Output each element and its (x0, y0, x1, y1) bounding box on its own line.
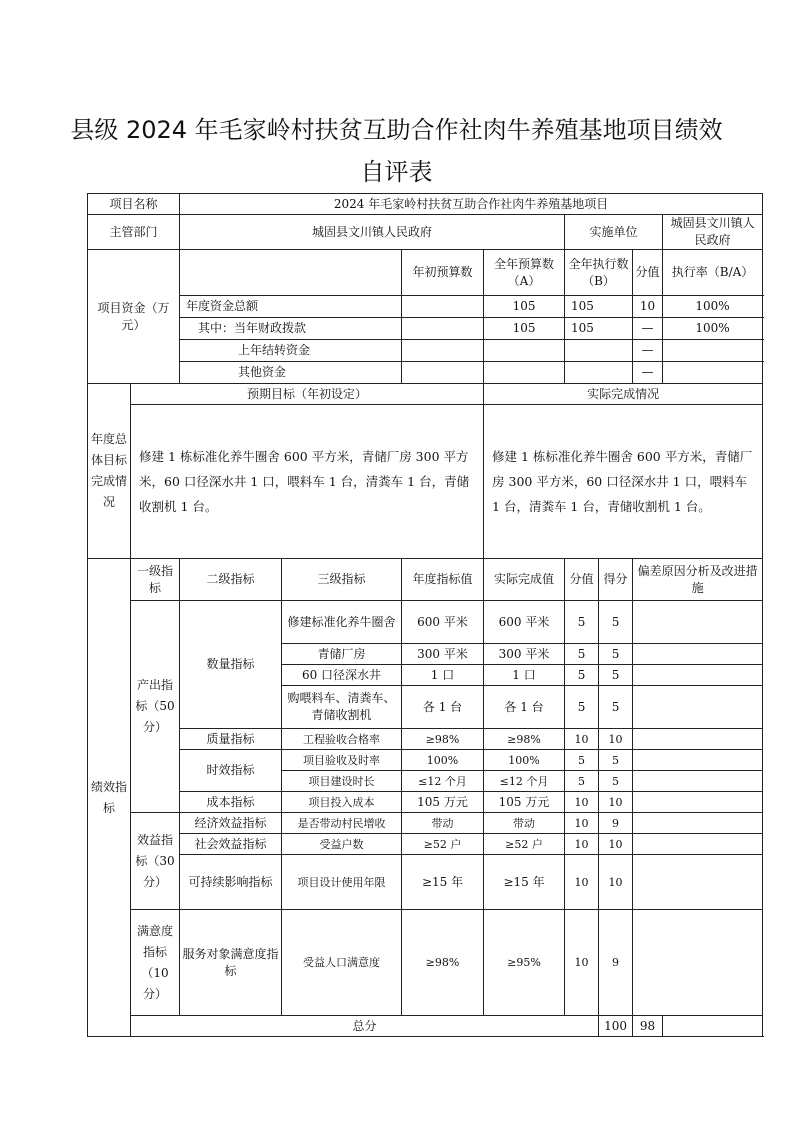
performance-row (88, 750, 763, 771)
indicator-actual: ≥95% (484, 910, 565, 1016)
indicator-score: 5 (599, 601, 633, 644)
perf-header-level2: 二级指标 (180, 559, 282, 601)
indicator-weight: 10 (565, 813, 599, 834)
indicator-name: 受益人口满意度 (282, 910, 402, 1016)
indicator-deviation (633, 792, 763, 813)
perf-header-target: 年度指标值 (402, 559, 484, 601)
category-quantity: 数量指标 (180, 601, 282, 729)
indicator-name: 工程验收合格率 (282, 729, 402, 750)
goals-actual-text: 修建 1 栋标准化养牛圈舍 600 平方米，青储厂房 300 平方米，60 口径深水井 1 口，喂料车 1 台，清粪车 1 台，青储收割机 1 台。 (484, 405, 763, 559)
indicator-weight: 5 (565, 771, 599, 792)
indicator-actual: 1 口 (484, 665, 565, 686)
indicator-weight: 10 (565, 855, 599, 910)
indicator-weight: 10 (565, 729, 599, 750)
funds-annual (484, 362, 565, 384)
indicator-score: 10 (599, 855, 633, 910)
indicator-target: 1 口 (402, 665, 484, 686)
perf-header-score: 得分 (599, 559, 633, 601)
category-social: 社会效益指标 (180, 834, 282, 855)
funds-annual: 105 (484, 318, 565, 340)
indicator-actual: ≥15 年 (484, 855, 565, 910)
indicator-score: 9 (599, 813, 633, 834)
total-row (88, 1016, 763, 1037)
indicator-name: 青储厂房 (282, 644, 402, 665)
indicator-name: 购喂料车、清粪车、青储收割机 (282, 686, 402, 729)
indicator-deviation (633, 729, 763, 750)
performance-label: 绩效指标 (88, 559, 131, 1037)
project-name-value: 2024 年毛家岭村扶贫互助合作社肉牛养殖基地项目 (180, 194, 763, 215)
indicator-target: 带动 (402, 813, 484, 834)
funds-initial (402, 318, 484, 340)
page-title: 县级 2024 年毛家岭村扶贫互助合作社肉牛养殖基地项目绩效 (70, 116, 723, 144)
indicator-actual: 300 平米 (484, 644, 565, 665)
indicator-deviation (633, 644, 763, 665)
category-time: 时效指标 (180, 750, 282, 792)
indicator-deviation (633, 750, 763, 771)
indicator-deviation (633, 834, 763, 855)
perf-header-level3: 三级指标 (282, 559, 402, 601)
funds-weight: — (633, 362, 663, 384)
indicator-actual: 100% (484, 750, 565, 771)
indicator-weight: 5 (565, 601, 599, 644)
funds-row (88, 340, 763, 362)
indicator-weight: 10 (565, 834, 599, 855)
goals-actual-label: 实际完成情况 (484, 384, 763, 405)
funds-executed (565, 362, 633, 384)
funds-header-row (88, 250, 763, 296)
funds-executed: 105 (565, 318, 633, 340)
performance-row (88, 792, 763, 813)
funds-blank-header (180, 250, 402, 296)
funds-executed (565, 340, 633, 362)
goals-label: 年度总体目标完成情况 (88, 384, 131, 559)
indicator-score: 10 (599, 792, 633, 813)
funds-row-label: 上年结转资金 (180, 340, 402, 362)
implementing-unit-label: 实施单位 (565, 215, 663, 250)
indicator-weight: 5 (565, 665, 599, 686)
indicator-weight: 5 (565, 644, 599, 665)
funds-label: 项目资金（万元） (88, 250, 180, 384)
funds-row (88, 318, 763, 340)
funds-header-rate: 执行率（B/A） (663, 250, 763, 296)
funds-weight: — (633, 318, 663, 340)
indicator-actual: ≥52 户 (484, 834, 565, 855)
funds-annual: 105 (484, 296, 565, 318)
category-sustainability: 可持续影响指标 (180, 855, 282, 910)
benefit-indicator-label: 效益指标（30分） (131, 813, 180, 910)
funds-rate (663, 362, 763, 384)
project-name-label: 项目名称 (88, 194, 180, 215)
indicator-target: 600 平米 (402, 601, 484, 644)
funds-weight: — (633, 340, 663, 362)
indicator-target: 各 1 台 (402, 686, 484, 729)
performance-row (88, 813, 763, 834)
indicator-score: 5 (599, 771, 633, 792)
implementing-unit-value: 城固县文川镇人民政府 (663, 215, 763, 250)
indicator-name: 项目投入成本 (282, 792, 402, 813)
indicator-score: 10 (599, 729, 633, 750)
indicator-name: 60 口径深水井 (282, 665, 402, 686)
funds-rate: 100% (663, 296, 763, 318)
funds-executed: 105 (565, 296, 633, 318)
perf-header-deviation: 偏差原因分析及改进措施 (633, 559, 763, 601)
funds-rate: 100% (663, 318, 763, 340)
indicator-score: 5 (599, 644, 633, 665)
indicator-score: 5 (599, 686, 633, 729)
perf-header-weight: 分值 (565, 559, 599, 601)
indicator-score: 5 (599, 665, 633, 686)
performance-row (88, 855, 763, 910)
indicator-actual: ≤12 个月 (484, 771, 565, 792)
category-service-satisfaction: 服务对象满意度指标 (180, 910, 282, 1016)
indicator-target: 100% (402, 750, 484, 771)
funds-row (88, 296, 763, 318)
indicator-score: 9 (599, 910, 633, 1016)
indicator-weight: 5 (565, 750, 599, 771)
indicator-actual: 各 1 台 (484, 686, 565, 729)
indicator-score: 10 (599, 834, 633, 855)
funds-header-weight: 分值 (633, 250, 663, 296)
indicator-target: ≥98% (402, 729, 484, 750)
funds-row-label: 其中：当年财政拨款 (180, 318, 402, 340)
indicator-score: 5 (599, 750, 633, 771)
indicator-weight: 10 (565, 792, 599, 813)
category-cost: 成本指标 (180, 792, 282, 813)
indicator-deviation (633, 686, 763, 729)
funds-annual (484, 340, 565, 362)
goals-content-row (88, 405, 763, 559)
indicator-name: 项目验收及时率 (282, 750, 402, 771)
funds-initial (402, 340, 484, 362)
indicator-actual: 带动 (484, 813, 565, 834)
department-value: 城固县文川镇人民政府 (180, 215, 565, 250)
funds-row-label: 年度资金总额 (180, 296, 402, 318)
output-indicator-label: 产出指标（50分） (131, 601, 180, 813)
funds-initial (402, 362, 484, 384)
satisfaction-indicator-label: 满意度指标（10分） (131, 910, 180, 1016)
indicator-target: ≤12 个月 (402, 771, 484, 792)
page-title-line2: 自评表 (360, 158, 433, 186)
goals-header-row (88, 384, 763, 405)
goals-expected-text: 修建 1 栋标准化养牛圈舍 600 平方米，青储厂房 300 平方米，60 口径深水井 1 口，喂料车 1 台，清粪车 1 台，青储收割机 1 台。 (131, 405, 484, 559)
indicator-name: 项目建设时长 (282, 771, 402, 792)
row-department (88, 215, 763, 250)
indicator-deviation (633, 665, 763, 686)
funds-header-initial: 年初预算数 (402, 250, 484, 296)
indicator-target: ≥52 户 (402, 834, 484, 855)
indicator-target: 300 平米 (402, 644, 484, 665)
indicator-name: 是否带动村民增收 (282, 813, 402, 834)
indicator-deviation (633, 910, 763, 1016)
funds-row-label: 其他资金 (180, 362, 402, 384)
funds-row (88, 362, 763, 384)
indicator-deviation (633, 813, 763, 834)
funds-initial (402, 296, 484, 318)
indicator-weight: 10 (565, 910, 599, 1016)
perf-header-actual: 实际完成值 (484, 559, 565, 601)
funds-header-executed: 全年执行数（B） (565, 250, 633, 296)
indicator-target: ≥15 年 (402, 855, 484, 910)
indicator-name: 受益户数 (282, 834, 402, 855)
indicator-weight: 5 (565, 686, 599, 729)
department-label: 主管部门 (88, 215, 180, 250)
indicator-name: 修建标准化养牛圈舍 (282, 601, 402, 644)
total-weight: 100 (599, 1016, 633, 1037)
indicator-actual: 600 平米 (484, 601, 565, 644)
total-deviation (663, 1016, 763, 1037)
indicator-deviation (633, 771, 763, 792)
performance-row (88, 601, 763, 644)
funds-rate (663, 340, 763, 362)
performance-row (88, 910, 763, 1016)
indicator-target: ≥98% (402, 910, 484, 1016)
goals-expected-label: 预期目标（年初设定） (131, 384, 484, 405)
performance-row (88, 729, 763, 750)
indicator-actual: ≥98% (484, 729, 565, 750)
row-project-name (88, 194, 763, 215)
indicator-deviation (633, 601, 763, 644)
perf-header-level1: 一级指标 (131, 559, 180, 601)
indicator-name: 项目设计使用年限 (282, 855, 402, 910)
total-score: 98 (633, 1016, 663, 1037)
funds-header-annual: 全年预算数（A） (484, 250, 565, 296)
category-economic: 经济效益指标 (180, 813, 282, 834)
total-label: 总分 (131, 1016, 599, 1037)
self-evaluation-table (87, 193, 763, 1037)
indicator-deviation (633, 855, 763, 910)
indicator-actual: 105 万元 (484, 792, 565, 813)
indicator-target: 105 万元 (402, 792, 484, 813)
performance-header-row (88, 559, 763, 601)
funds-weight: 10 (633, 296, 663, 318)
performance-row (88, 834, 763, 855)
category-quality: 质量指标 (180, 729, 282, 750)
